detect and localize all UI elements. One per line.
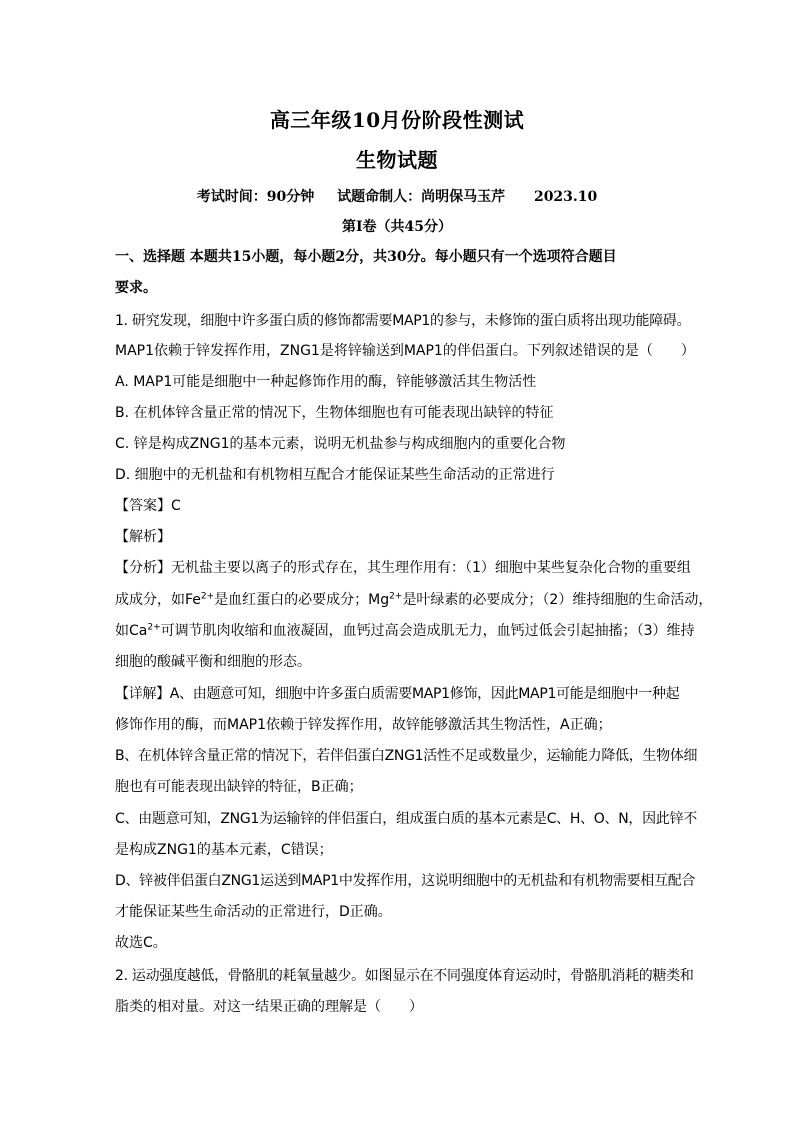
q1-detail-line7: D、锌被伴侣蛋白ZNG1运送到MAP1中发挥作用，这说明细胞中的无机盐和有机物需要相互配合 <box>115 873 696 889</box>
exam-time: 考试时间：90分钟 <box>196 189 315 205</box>
q1-fenxi-line1: 【分析】无机盐主要以离子的形式存在，其生理作用有：（1）细胞中某些复杂化合物的重要组 <box>115 560 691 576</box>
q1-conclusion: 故选C。 <box>115 935 167 951</box>
exam-date: 2023.10 <box>533 189 598 205</box>
q1-detail-line6: 是构成ZNG1的基本元素，C错误； <box>115 842 333 858</box>
q1-fenxi-line4: 细胞的酸碱平衡和细胞的形态。 <box>115 654 311 670</box>
fenxi-text: 是叶绿素的必要成分；（2）维持细胞的生命活动， <box>402 592 713 608</box>
q1-option-d: D. 细胞中的无机盐和有机物相互配合才能保证某些生命活动的正常进行 <box>115 467 555 483</box>
q1-detail-line5: C、由题意可知，ZNG1为运输锌的伴侣蛋白，组成蛋白质的基本元素是C、H、O、N，因此锌不 <box>115 811 697 827</box>
q1-detail-line2: 修饰作用的酶，而MAP1依赖于锌发挥作用，故锌能够激活其生物活性，A正确； <box>115 717 612 733</box>
mg-charge: 2+ <box>389 591 403 602</box>
q1-analysis-label: 【解析】 <box>115 529 171 545</box>
subject-title: 生物试题 <box>356 148 438 172</box>
q1-option-b: B. 在机体锌含量正常的情况下，生物体细胞也有可能表现出缺锌的特征 <box>115 405 554 421</box>
fenxi-text: 是血红蛋白的必要成分；Mg <box>214 592 390 608</box>
q1-fenxi-line3 <box>115 621 695 641</box>
ca-charge: 2+ <box>147 622 161 633</box>
q2-stem-line1: 2. 运动强度越低，骨骼肌的耗氧量越少。如图显示在不同强度体育运动时，骨骼肌消耗的糖类和 <box>115 968 694 984</box>
q1-detail-line1: 【详解】A、由题意可知，细胞中许多蛋白质需要MAP1修饰，因此MAP1可能是细胞中一种起 <box>115 686 680 702</box>
q1-fenxi-line2 <box>115 590 712 610</box>
section-heading-line2: 要求。 <box>115 280 157 296</box>
q1-option-c: C. 锌是构成ZNG1的基本元素，说明无机盐参与构成细胞内的重要化合物 <box>115 436 566 452</box>
q1-detail-line8: 才能保证某些生命活动的正常进行，D正确。 <box>115 904 392 920</box>
fenxi-text: 可调节肌肉收缩和血液凝固，血钙过高会造成肌无力，血钙过低会引起抽搐；（3）维持 <box>160 623 695 639</box>
fenxi-text: 成成分，如Fe <box>115 592 201 608</box>
exam-meta <box>0 186 794 206</box>
q1-stem-line1: 1. 研究发现，细胞中许多蛋白质的修饰都需要MAP1的参与，未修饰的蛋白质将出现功能障碍。 <box>115 313 691 329</box>
q1-stem-line2: MAP1依赖于锌发挥作用，ZNG1是将锌输送到MAP1的伴侣蛋白。下列叙述错误的是（ ） <box>115 343 695 359</box>
q1-detail-line3: B、在机体锌含量正常的情况下，若伴侣蛋白ZNG1活性不足或数量少，运输能力降低，生物体细 <box>115 748 698 764</box>
q1-detail-line4: 胞也有可能表现出缺锌的特征，B正确； <box>115 779 363 795</box>
q1-option-a: A. MAP1可能是细胞中一种起修饰作用的酶，锌能够激活其生物活性 <box>115 374 537 390</box>
exam-authors: 试题命制人：尚明保马玉芹 <box>337 189 506 205</box>
volume-heading: 第Ⅰ卷（共45分） <box>341 219 453 235</box>
fenxi-text: 如Ca <box>115 623 148 639</box>
q2-stem-line2: 脂类的相对量。对这一结果正确的理解是（ ） <box>115 999 423 1015</box>
q1-answer: 【答案】C <box>115 498 181 514</box>
section-heading-line1: 一、选择题 本题共15小题，每小题2分，共30分。每小题只有一个选项符合题目 <box>115 249 617 265</box>
fe-charge: 2+ <box>200 591 215 602</box>
exam-title: 高三年级10月份阶段性测试 <box>269 108 525 132</box>
